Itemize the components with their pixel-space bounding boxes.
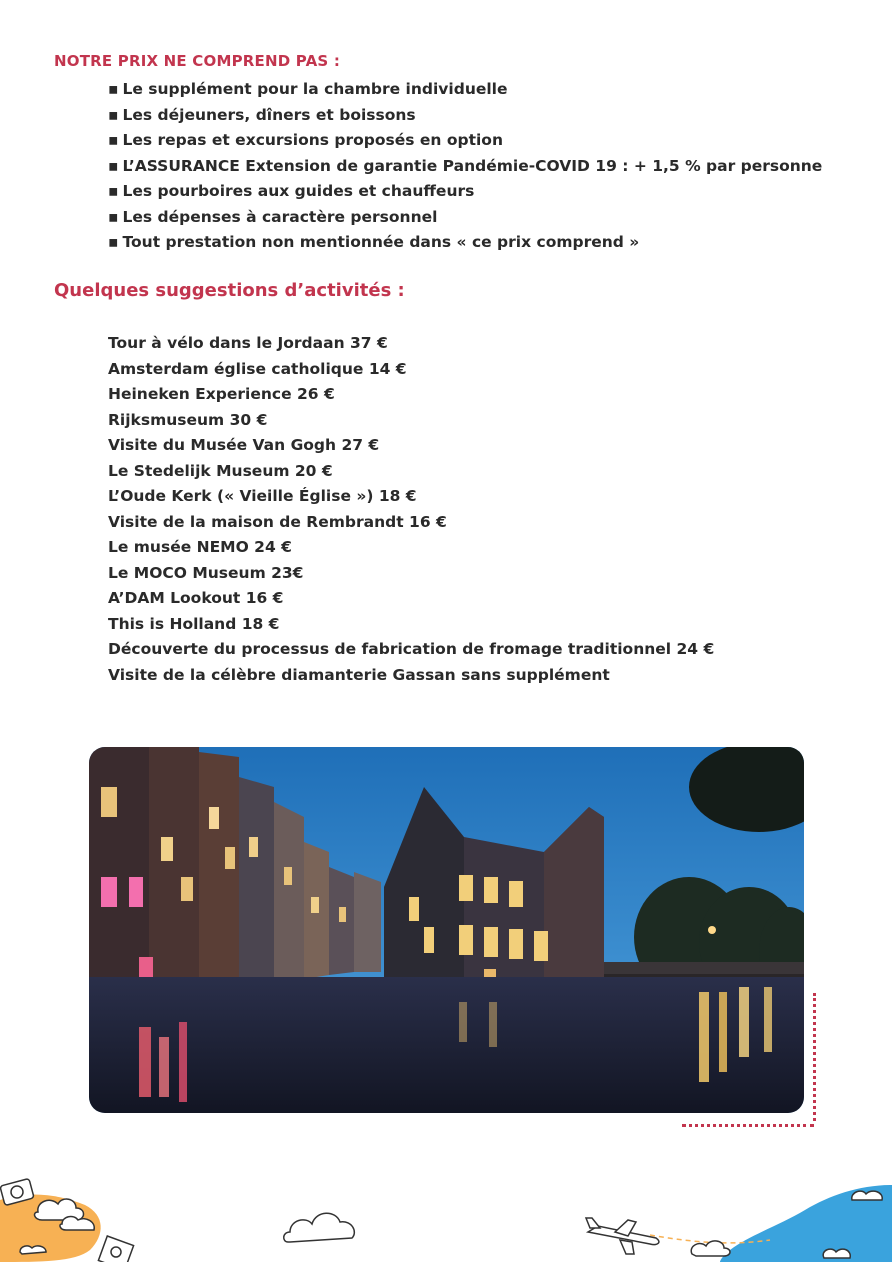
list-item [108, 103, 822, 129]
activity-item: Heineken Experience 26 € [108, 385, 335, 403]
list-item [108, 205, 822, 231]
list-item-text: Les repas et excursions proposés en option [122, 131, 503, 149]
activity-item: A’DAM Lookout 16 € [108, 589, 284, 607]
canal-water [89, 977, 804, 1113]
list-item [108, 154, 822, 180]
activity-item: Le musée NEMO 24 € [108, 538, 292, 556]
list-item-text: Les pourboires aux guides et chauffeurs [122, 182, 475, 200]
list-item [108, 230, 822, 256]
photo-card-icon [98, 1236, 133, 1262]
activity-item: Rijksmuseum 30 € [108, 410, 268, 429]
amsterdam-canal-photo [89, 747, 804, 1113]
list-item [108, 179, 822, 205]
bottom-left-decoration [0, 1170, 150, 1262]
airplane-icon [586, 1218, 659, 1254]
activity-item: Visite du Musée Van Gogh 27 € [108, 436, 380, 454]
activities-heading: Quelques suggestions d’activités : [54, 280, 405, 301]
list-item-text: Les dépenses à caractère personnel [122, 207, 438, 226]
activity-item: Le MOCO Museum 23€ [108, 563, 304, 582]
bottom-right-decoration [580, 1180, 892, 1262]
activities-list [108, 331, 714, 688]
activity-item: L’Oude Kerk (« Vieille Église ») 18 € [108, 487, 417, 505]
activity-item: Visite de la célèbre diamanterie Gassan sans supplément [108, 665, 610, 684]
bullet-icon: ▪ [108, 105, 119, 124]
list-item-text: Tout prestation non mentionnée dans « ce prix comprend » [122, 233, 640, 251]
dotted-border-horizontal [682, 1124, 814, 1130]
bullet-icon: ▪ [108, 233, 119, 251]
exclusions-heading: NOTRE PRIX NE COMPREND PAS : [54, 52, 341, 70]
list-item-text: L’ASSURANCE Extension de garantie Pandémie-COVID 19 : + 1,5 % par personne [122, 156, 823, 175]
list-item-text: Le supplément pour la chambre individuelle [122, 80, 508, 98]
activity-item: Le Stedelijk Museum 20 € [108, 461, 333, 480]
bullet-icon: ▪ [108, 80, 119, 98]
list-item [108, 128, 822, 154]
dotted-border-vertical [813, 993, 820, 1121]
activity-item: This is Holland 18 € [108, 614, 280, 633]
cloud-icon [278, 1202, 362, 1250]
bullet-icon: ▪ [108, 131, 119, 149]
canal-illustration [89, 747, 804, 1113]
list-item-text: Les déjeuners, dîners et boissons [122, 105, 416, 124]
bullet-icon: ▪ [108, 207, 119, 226]
exclusions-list [108, 77, 822, 256]
activity-item: Découverte du processus de fabrication de fromage traditionnel 24 € [108, 640, 715, 658]
list-item [108, 77, 822, 103]
bullet-icon: ▪ [108, 156, 119, 175]
activity-item: Visite de la maison de Rembrandt 16 € [108, 512, 447, 531]
activity-item: Tour à vélo dans le Jordaan 37 € [108, 334, 388, 352]
bullet-icon: ▪ [108, 182, 119, 200]
activity-item: Amsterdam église catholique 14 € [108, 359, 407, 378]
